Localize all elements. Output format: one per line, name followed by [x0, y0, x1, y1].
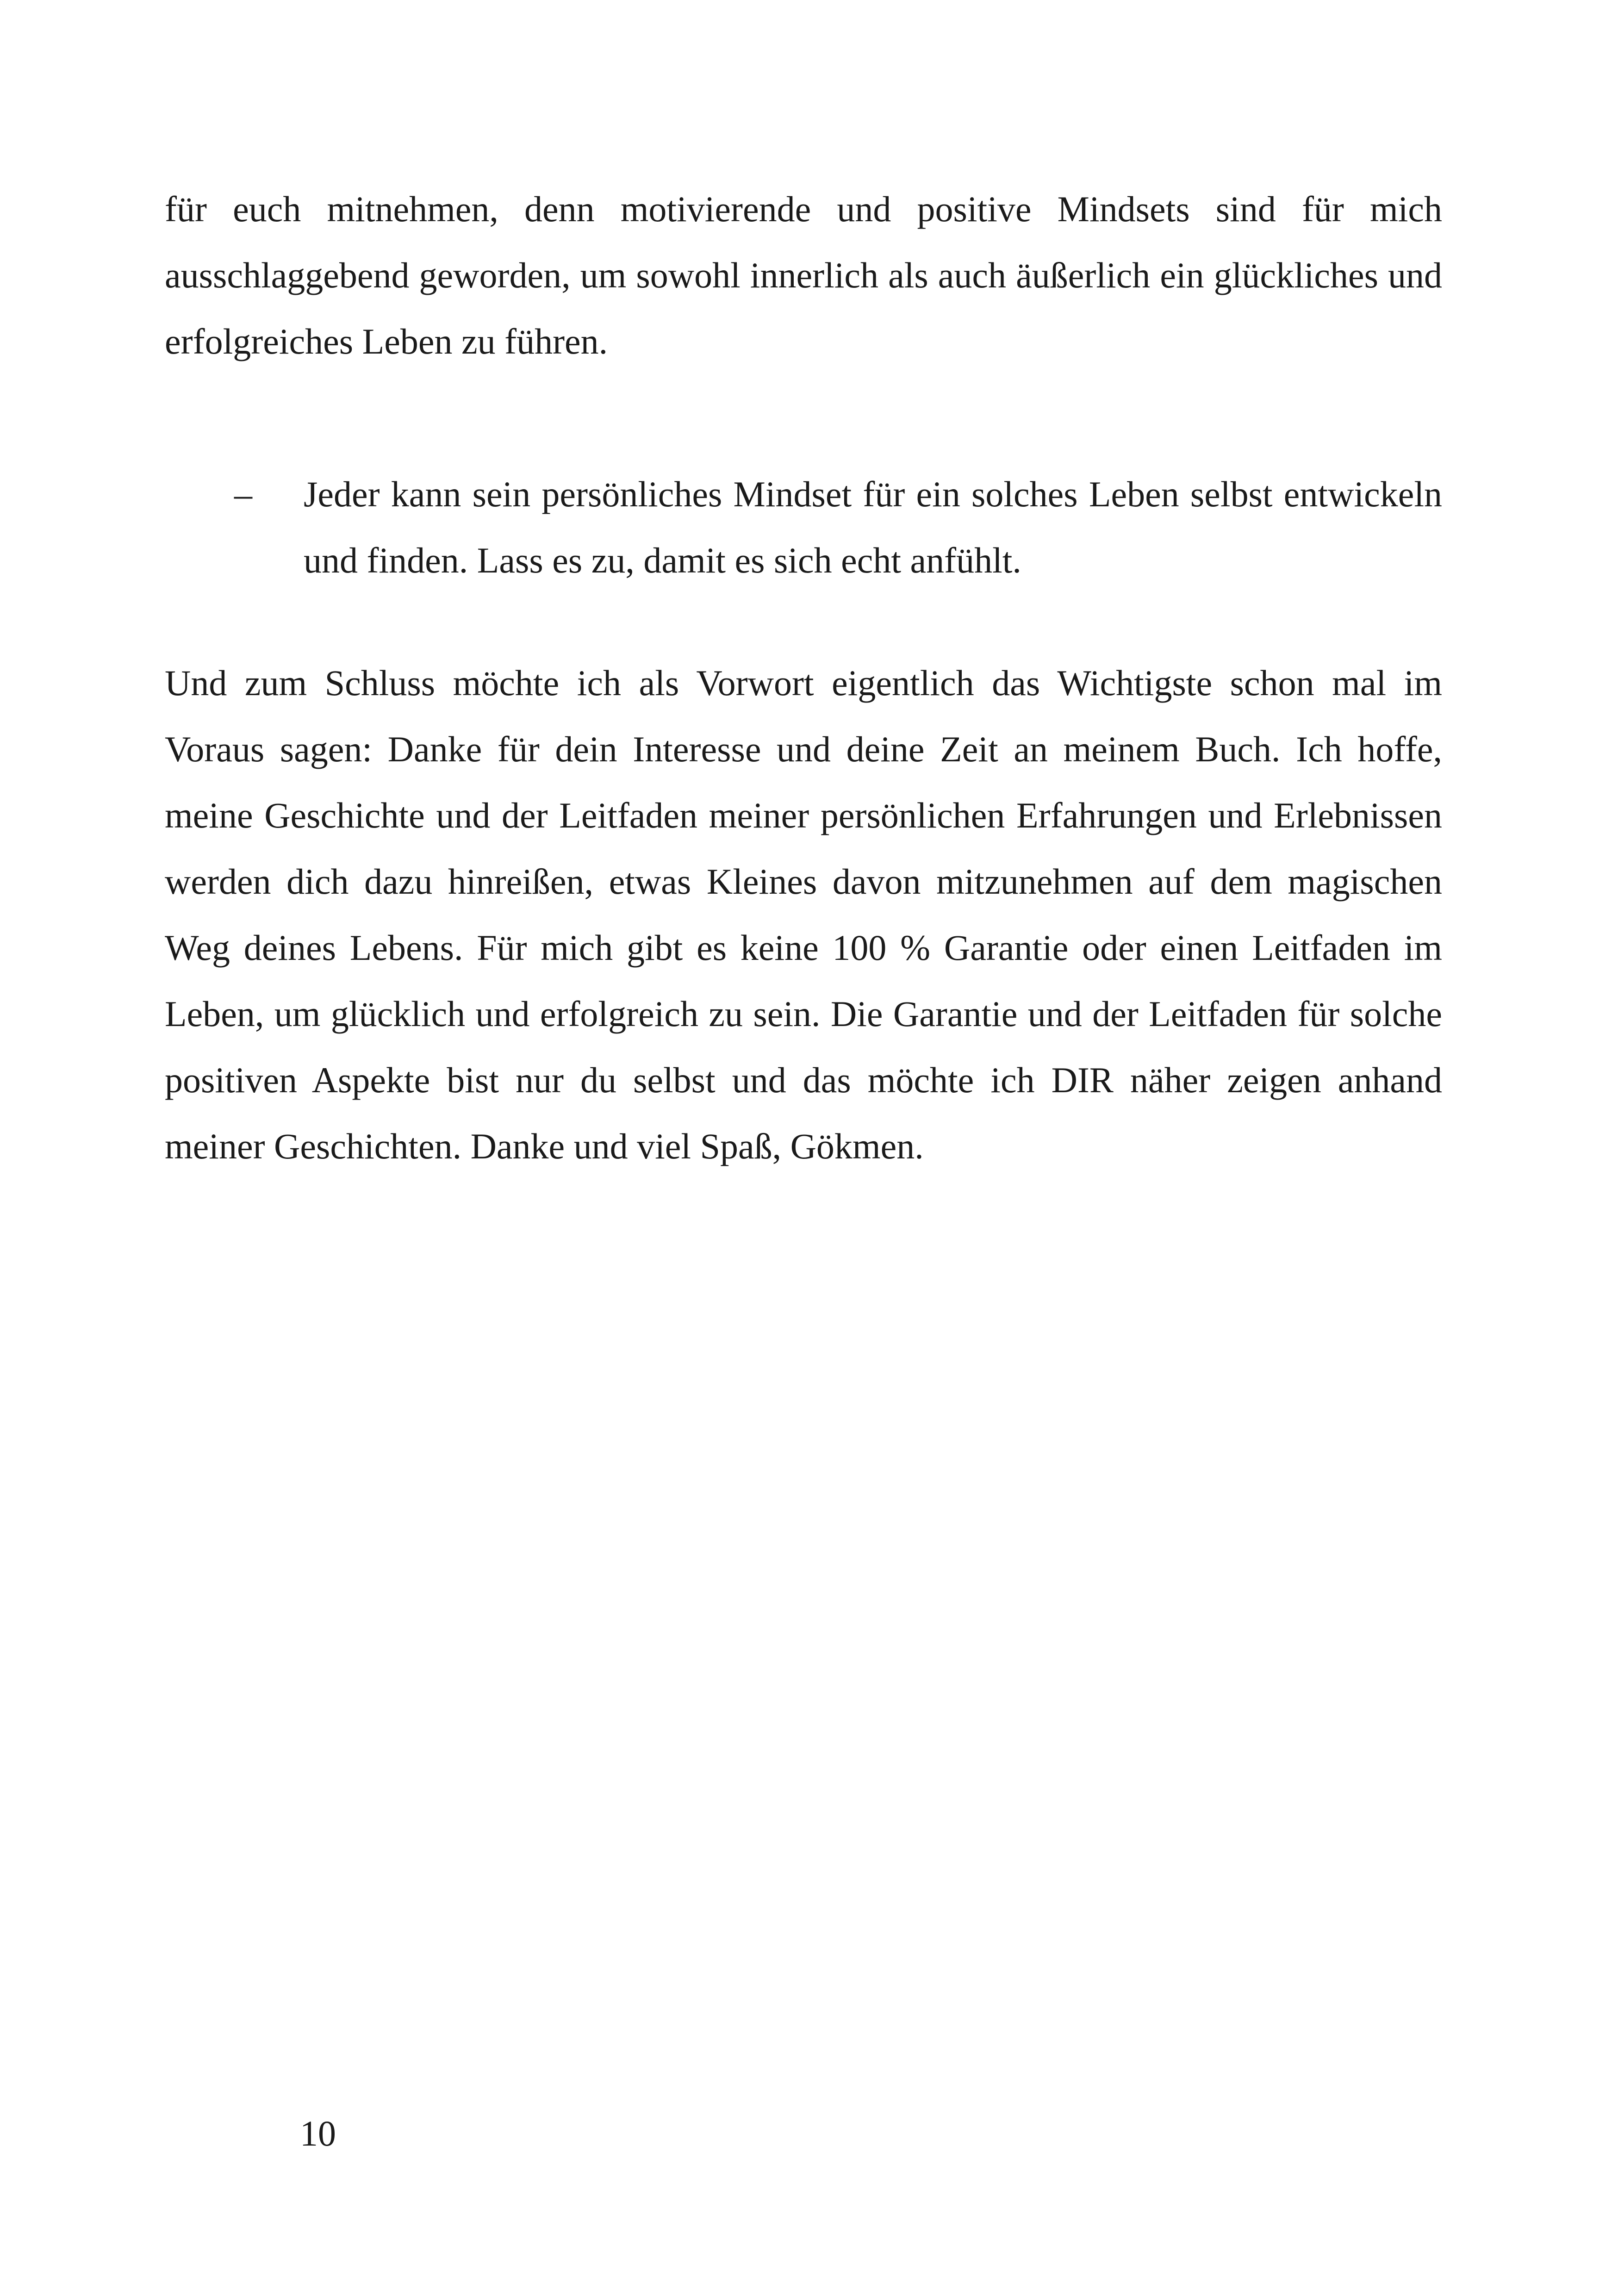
list-item-mindset	[165, 461, 1442, 593]
page-number: 10	[300, 2113, 336, 2153]
list-item-text: Jeder kann sein persönliches Mindset für ein solches Leben selbst entwickeln und finden. Lass es zu, damit es sich echt anfühlt.	[304, 474, 1442, 580]
paragraph-intro-continuation: für euch mitnehmen, denn motivierende und positive Mindsets sind für mich ausschlaggebend geworden, um sowohl innerlich als auch äußerlich ein glückliches und erfolgreiches Leben zu führen.	[165, 189, 1442, 361]
paragraph-closing: Und zum Schluss möchte ich als Vorwort eigentlich das Wichtigste schon mal im Voraus sagen: Danke für dein Interesse und deine Zeit an meinem Buch. Ich hoffe, meine Geschichte und der Leitfaden meiner persönlichen Erfahrungen und Erlebnissen werden dich dazu hinreißen, etwas Kleines davon mitzunehmen auf dem magischen Weg deines Lebens. Für mich gibt es keine 100 % Garantie oder einen Leitfaden im Leben, um glücklich und erfolgreich zu sein. Die Garantie und der Leitfaden für solche positiven Aspekte bist nur du selbst und das möchte ich DIR näher zeigen anhand meiner Geschichten. Danke und viel Spaß, Gökmen.	[165, 663, 1442, 1166]
list-dash-marker: –	[234, 474, 252, 514]
